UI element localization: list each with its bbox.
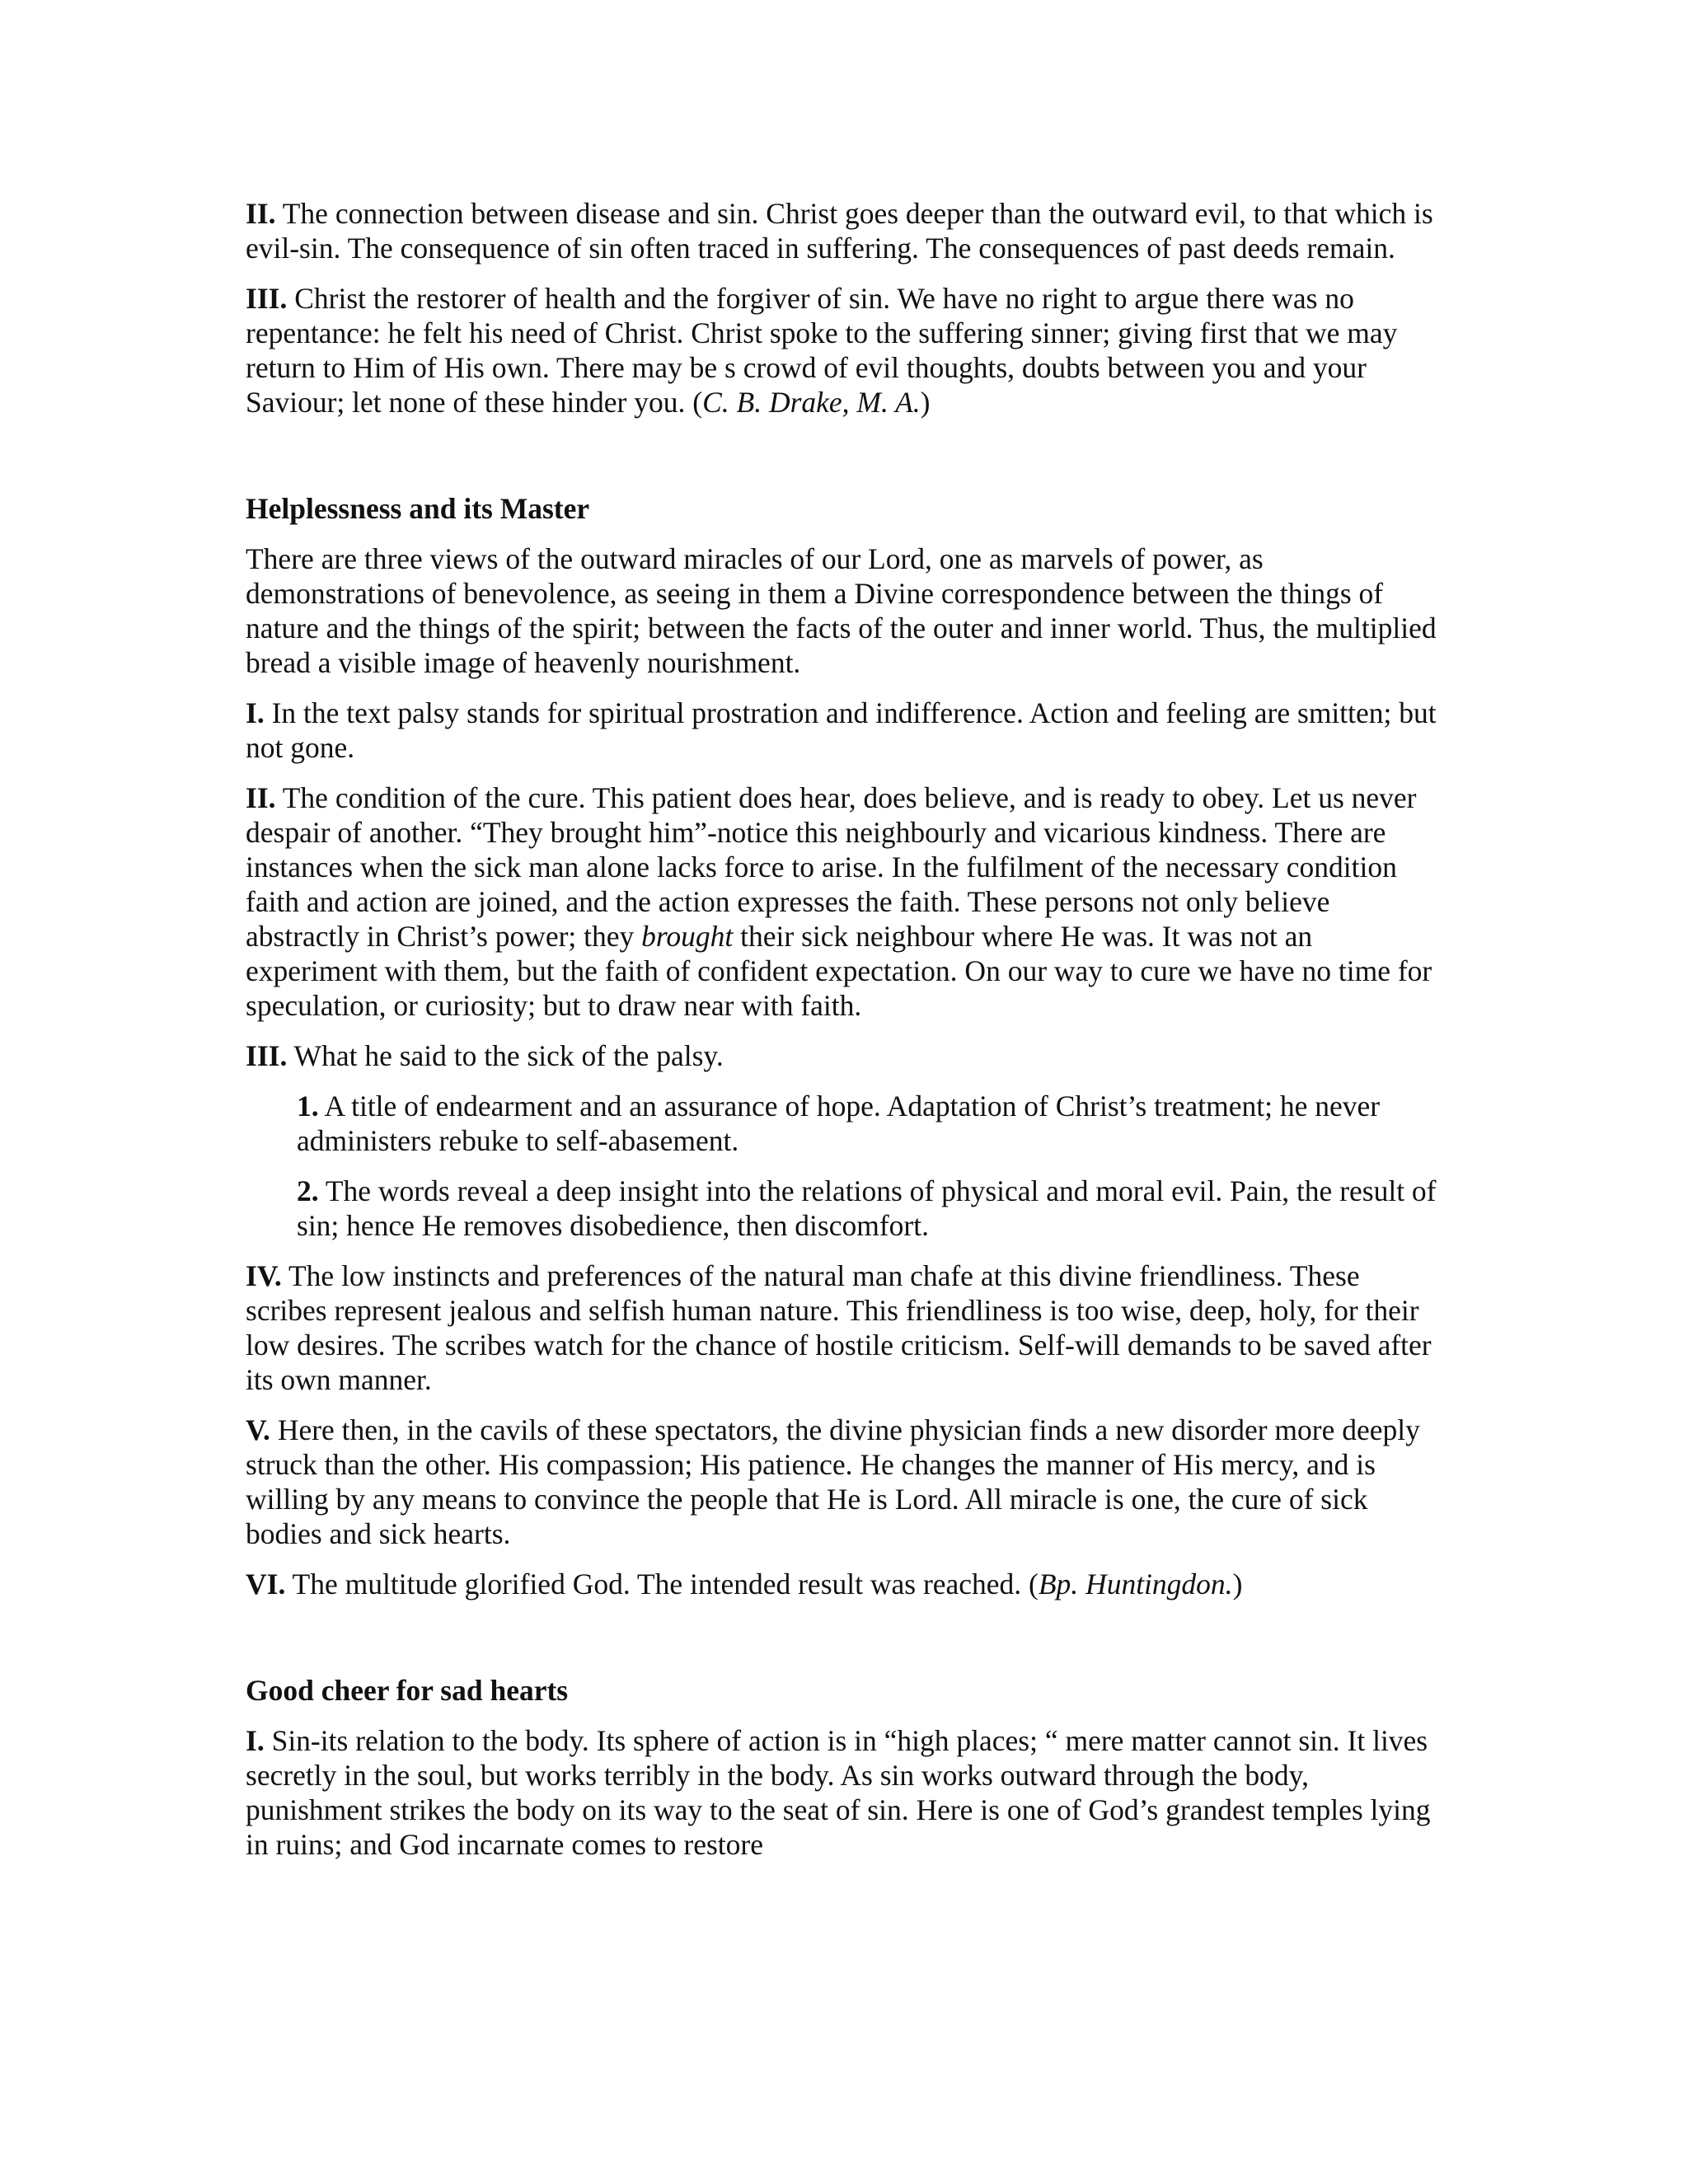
- paragraph-vi-multitude: [246, 1567, 1441, 1601]
- paragraph-number: III.: [246, 1039, 288, 1072]
- paragraph-text: In the text palsy stands for spiritual prostration and indifference. Action and feeling are smitten; but not gone.: [246, 696, 1437, 764]
- emphasis: brought: [641, 920, 734, 953]
- paragraph-ii-disease-and-sin: [246, 196, 1441, 265]
- paragraph-number: 1.: [297, 1090, 319, 1122]
- paragraph-text: The connection between disease and sin. Christ goes deeper than the outward evil, to that which is evil-sin. The consequence of sin often traced in suffering. The consequences of past deeds remain.: [246, 197, 1433, 265]
- paragraph-iv-low-instincts: [246, 1258, 1441, 1397]
- document-page: [246, 196, 1441, 1877]
- paragraph-text: Sin-its relation to the body. Its sphere of action is in “high places; “ mere matter cannot sin. It lives secretly in the soul, but works terribly in the body. As sin works outward through the body, punishment strikes the body on its way to the seat of sin. Here is one of God’s grandest temples lying in ruins; and God incarnate comes to restore: [246, 1724, 1431, 1861]
- paragraph-text: What he said to the sick of the palsy.: [287, 1039, 724, 1072]
- paragraph-ii-condition-of-cure: [246, 780, 1441, 1023]
- paragraph-text: The low instincts and preferences of the natural man chafe at this divine friendliness. These scribes represent jealous and selfish human nature. This friendliness is too wise, deep, holy, for their low desires. The scribes watch for the chance of hostile criticism. Self-will demands to be saved after its own manner.: [246, 1259, 1432, 1396]
- paragraph-i-palsy: [246, 696, 1441, 765]
- paragraph-intro: There are three views of the outward miracles of our Lord, one as marvels of power, as demonstrations of benevolence, as seeing in them a Divine correspondence between the things of nature and the things of the spirit; between the facts of the outer and inner world. Thus, the multiplied bread a visible image of heavenly nourishment.: [246, 542, 1437, 679]
- paragraph-number: 2.: [297, 1174, 319, 1207]
- paragraph-number: IV.: [246, 1259, 282, 1292]
- paragraph-text: Christ the restorer of health and the forgiver of sin. We have no right to argue there was no repentance: he felt his need of Christ. Christ spoke to the suffering sinner; giving first that we may return to Him of His own. There may be s crowd of evil thoughts, doubts between you and your Saviour; let none of these hinder you. (: [246, 282, 1398, 419]
- paragraph-i-sin-and-body: [246, 1723, 1441, 1862]
- citation: C. B. Drake, M. A.: [702, 386, 921, 419]
- paragraph-number: III.: [246, 282, 288, 315]
- paragraph-text: The condition of the cure. This patient does hear, does believe, and is ready to obey. Let us never despair of another. “They brought him”-notice this neighbourly and vicarious kindness. There are instances when the sick man alone lacks force to arise. In the fulfilment of the necessary condition faith and action are joined, and the action expresses the faith. These persons not only believe abstractly in Christ’s power; they: [246, 781, 1417, 953]
- paragraph-number: II.: [246, 197, 276, 230]
- paragraph-number: V.: [246, 1413, 270, 1446]
- paragraph-text: The words reveal a deep insight into the relations of physical and moral evil. Pain, the result of sin; hence He removes disobedience, then discomfort.: [297, 1174, 1437, 1242]
- paragraph-text-continued: their sick neighbour where He was. It was not an experiment with them, but the faith of confident expectation. On our way to cure we have no time for speculation, or curiosity; but to draw near with faith.: [246, 920, 1432, 1022]
- subparagraph-1: [297, 1089, 1441, 1158]
- citation-close: ): [1232, 1568, 1243, 1601]
- citation: Bp. Huntingdon.: [1038, 1568, 1233, 1601]
- paragraph-text: A title of endearment and an assurance of hope. Adaptation of Christ’s treatment; he never administers rebuke to self-abasement.: [297, 1090, 1381, 1157]
- subparagraph-2: [297, 1174, 1441, 1243]
- paragraph-number: I.: [246, 696, 265, 729]
- paragraph-number: I.: [246, 1724, 265, 1757]
- citation-close: ): [920, 386, 931, 419]
- section-heading-good-cheer: Good cheer for sad hearts: [246, 1674, 569, 1707]
- paragraph-text: Here then, in the cavils of these spectators, the divine physician finds a new disorder more deeply struck than the other. His compassion; His patience. He changes the manner of His mercy, and is willing by any means to convince the people that He is Lord. All miracle is one, the cure of sick bodies and sick hearts.: [246, 1413, 1420, 1550]
- section-heading-helplessness: Helplessness and its Master: [246, 492, 590, 525]
- paragraph-text: The multitude glorified God. The intended result was reached. (: [285, 1568, 1039, 1601]
- paragraph-iii-restorer: [246, 281, 1441, 419]
- paragraph-v-cavils: [246, 1413, 1441, 1551]
- paragraph-number: II.: [246, 781, 276, 814]
- paragraph-iii-what-he-said: [246, 1038, 1441, 1073]
- paragraph-number: VI.: [246, 1568, 286, 1601]
